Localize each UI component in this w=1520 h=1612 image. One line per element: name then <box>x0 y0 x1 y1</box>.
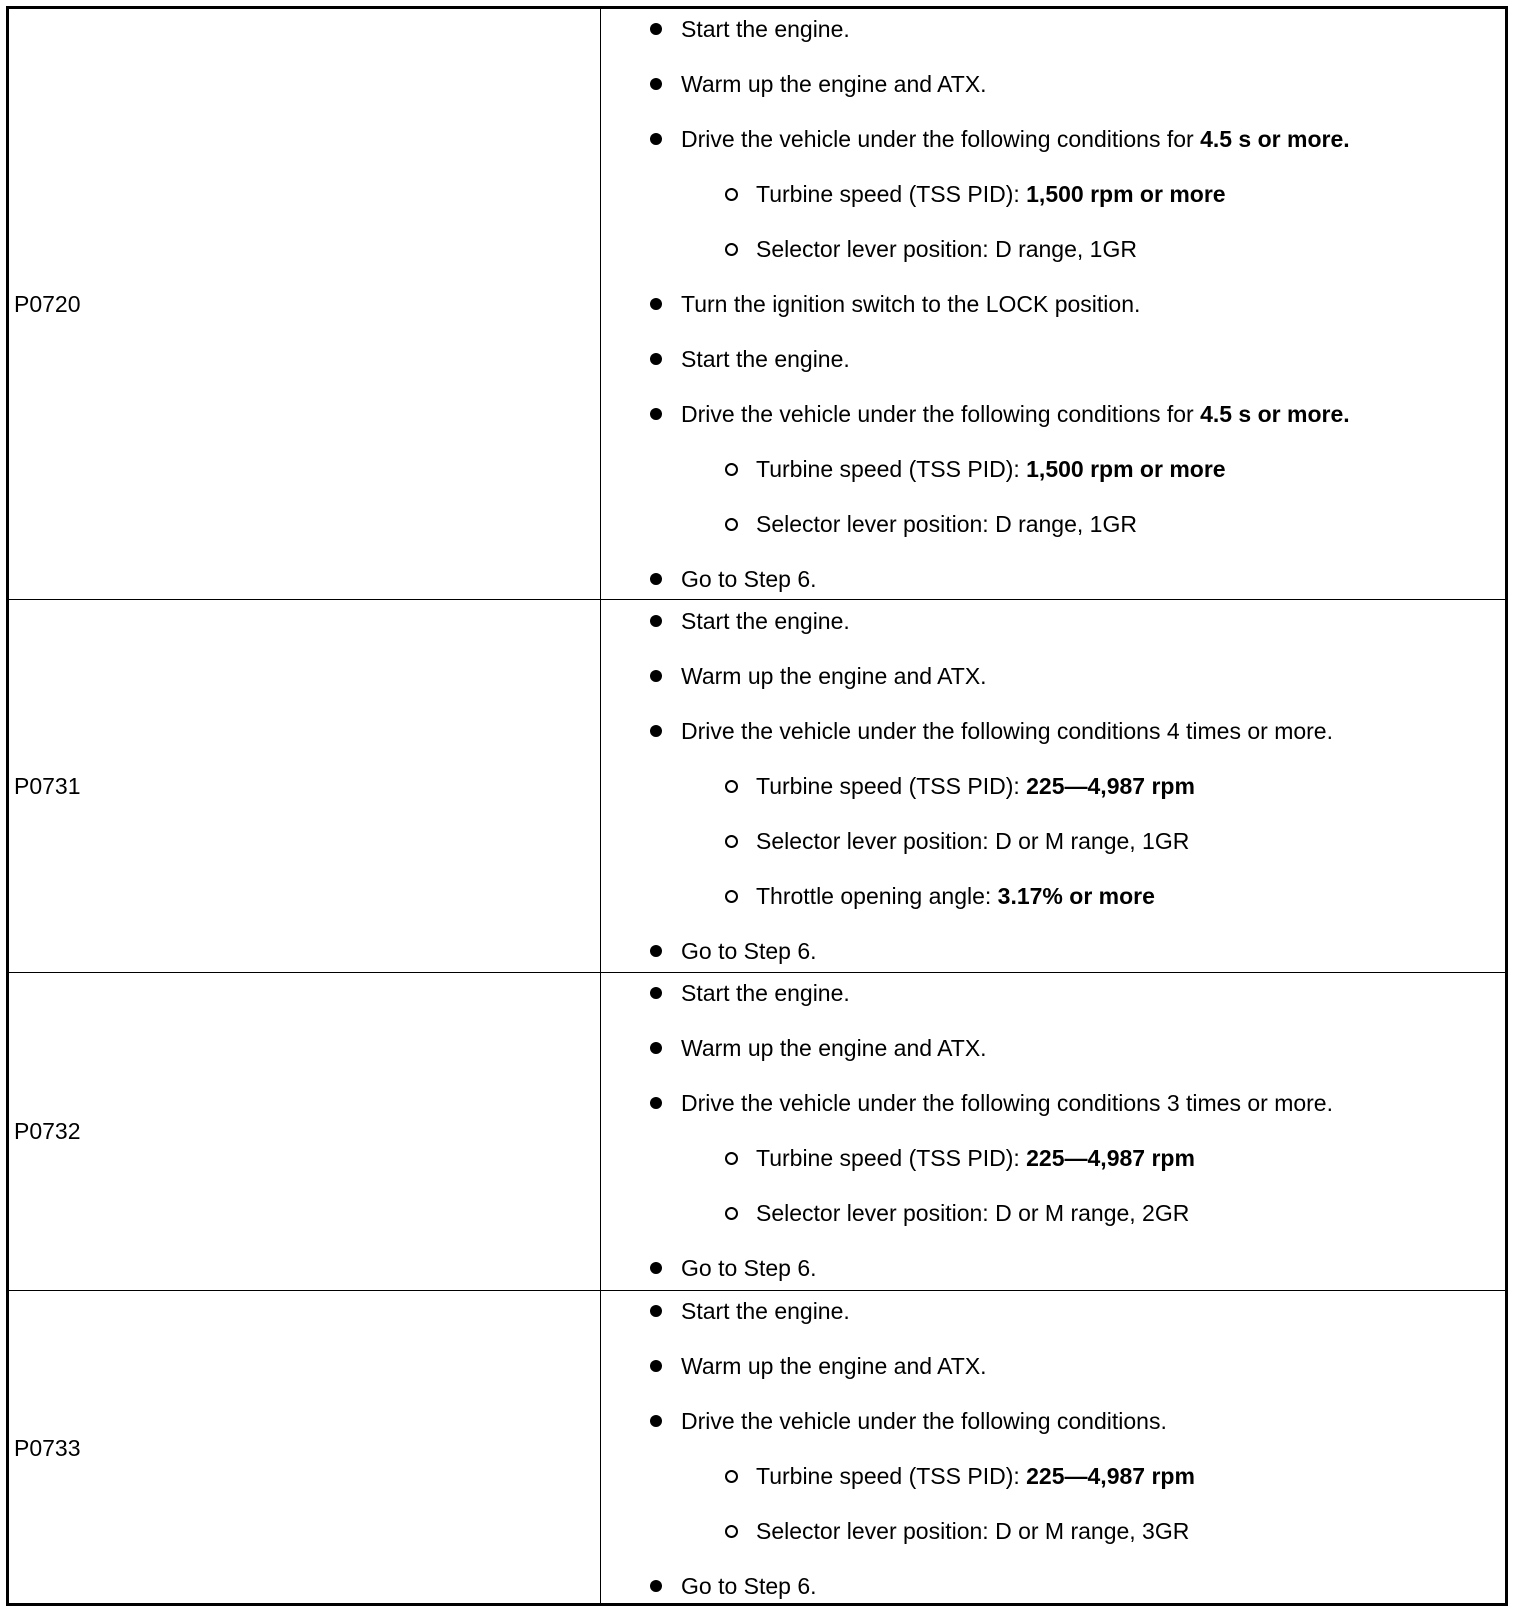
condition-item <box>756 235 1137 263</box>
item-text: Throttle opening angle: <box>756 883 998 909</box>
item-text: Start the engine. <box>681 1298 850 1324</box>
item-text: Selector lever position: D or M range, 1GR <box>756 828 1190 854</box>
item-text: Warm up the engine and ATX. <box>681 1353 987 1379</box>
item-text: Go to Step 6. <box>681 566 817 592</box>
item-text: Start the engine. <box>681 608 850 634</box>
bullet-icon <box>650 23 662 35</box>
item-value: 1,500 rpm or more <box>1026 181 1226 207</box>
item-text: Start the engine. <box>681 980 850 1006</box>
item-text: Go to Step 6. <box>681 1255 817 1281</box>
bullet-icon <box>650 725 662 737</box>
condition-item <box>756 1144 1195 1172</box>
dtc-code: P0731 <box>14 773 81 799</box>
step-item <box>681 979 850 1007</box>
item-value: 4.5 s or more. <box>1200 401 1350 427</box>
bullet-icon <box>650 945 662 957</box>
step-item <box>681 607 850 635</box>
circle-bullet-icon <box>725 1152 738 1165</box>
bullet-icon <box>650 1415 662 1427</box>
condition-item <box>756 455 1226 483</box>
bullet-icon <box>650 353 662 365</box>
bullet-icon <box>650 133 662 145</box>
circle-bullet-icon <box>725 1470 738 1483</box>
item-text: Warm up the engine and ATX. <box>681 71 987 97</box>
step-item <box>681 15 850 43</box>
item-text: Selector lever position: D or M range, 3GR <box>756 1518 1190 1544</box>
bullet-icon <box>650 615 662 627</box>
step-item <box>681 1034 987 1062</box>
item-text: Start the engine. <box>681 346 850 372</box>
circle-bullet-icon <box>725 243 738 256</box>
item-text: Go to Step 6. <box>681 1573 817 1599</box>
condition-item <box>756 180 1226 208</box>
bullet-icon <box>650 78 662 90</box>
circle-bullet-icon <box>725 780 738 793</box>
step-item <box>681 717 1333 745</box>
step-item <box>681 345 850 373</box>
item-value: 225—4,987 rpm <box>1026 1463 1195 1489</box>
bullet-icon <box>650 1305 662 1317</box>
circle-bullet-icon <box>725 1525 738 1538</box>
step-item <box>681 1297 850 1325</box>
row-divider <box>6 972 1508 973</box>
step-item <box>681 290 1140 318</box>
item-text: Selector lever position: D or M range, 2GR <box>756 1200 1190 1226</box>
item-text: Drive the vehicle under the following conditions. <box>681 1408 1167 1434</box>
step-item <box>681 400 1350 428</box>
dtc-code: P0733 <box>14 1435 81 1461</box>
item-value: 4.5 s or more. <box>1200 126 1350 152</box>
item-text: Warm up the engine and ATX. <box>681 1035 987 1061</box>
item-value: 3.17% or more <box>997 883 1155 909</box>
item-value: 225—4,987 rpm <box>1026 773 1195 799</box>
item-text: Turbine speed (TSS PID): <box>756 1145 1027 1171</box>
item-text: Warm up the engine and ATX. <box>681 663 987 689</box>
circle-bullet-icon <box>725 518 738 531</box>
bullet-icon <box>650 670 662 682</box>
item-text: Turbine speed (TSS PID): <box>756 181 1027 207</box>
step-item <box>681 565 817 593</box>
bullet-icon <box>650 1580 662 1592</box>
condition-item <box>756 882 1155 910</box>
item-text: Start the engine. <box>681 16 850 42</box>
step-item <box>681 662 987 690</box>
row-divider <box>6 599 1508 600</box>
bullet-icon <box>650 1042 662 1054</box>
item-text: Drive the vehicle under the following conditions 3 times or more. <box>681 1090 1333 1116</box>
step-item <box>681 1572 817 1600</box>
condition-item <box>756 1517 1189 1545</box>
item-text: Drive the vehicle under the following conditions for <box>681 401 1201 427</box>
row-divider <box>6 1290 1508 1291</box>
circle-bullet-icon <box>725 463 738 476</box>
step-item <box>681 1089 1333 1117</box>
condition-item <box>756 1462 1195 1490</box>
bullet-icon <box>650 1262 662 1274</box>
bullet-icon <box>650 987 662 999</box>
circle-bullet-icon <box>725 890 738 903</box>
bullet-icon <box>650 573 662 585</box>
step-item <box>681 1254 817 1282</box>
item-text: Turbine speed (TSS PID): <box>756 1463 1027 1489</box>
item-value: 1,500 rpm or more <box>1026 456 1226 482</box>
step-item <box>681 937 817 965</box>
step-item <box>681 1407 1167 1435</box>
bullet-icon <box>650 298 662 310</box>
item-text: Drive the vehicle under the following conditions for <box>681 126 1201 152</box>
circle-bullet-icon <box>725 188 738 201</box>
condition-item <box>756 827 1189 855</box>
item-text: Turn the ignition switch to the LOCK position. <box>681 291 1141 317</box>
bullet-icon <box>650 1360 662 1372</box>
condition-item <box>756 510 1137 538</box>
bullet-icon <box>650 1097 662 1109</box>
item-value: 225—4,987 rpm <box>1026 1145 1195 1171</box>
step-item <box>681 125 1350 153</box>
column-divider <box>600 6 601 1606</box>
item-text: Turbine speed (TSS PID): <box>756 773 1027 799</box>
condition-item <box>756 1199 1189 1227</box>
item-text: Go to Step 6. <box>681 938 817 964</box>
step-item <box>681 1352 987 1380</box>
item-text: Selector lever position: D range, 1GR <box>756 236 1137 262</box>
item-text: Drive the vehicle under the following conditions 4 times or more. <box>681 718 1333 744</box>
circle-bullet-icon <box>725 1207 738 1220</box>
item-text: Selector lever position: D range, 1GR <box>756 511 1137 537</box>
dtc-code: P0720 <box>14 291 81 317</box>
circle-bullet-icon <box>725 835 738 848</box>
condition-item <box>756 772 1195 800</box>
item-text: Turbine speed (TSS PID): <box>756 456 1027 482</box>
dtc-code: P0732 <box>14 1118 81 1144</box>
bullet-icon <box>650 408 662 420</box>
step-item <box>681 70 987 98</box>
